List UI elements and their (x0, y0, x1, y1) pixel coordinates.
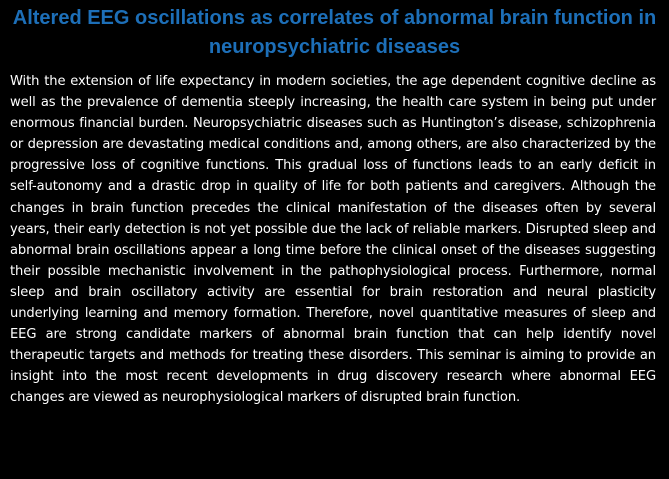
abstract-paragraph: With the extension of life expectancy in modern societies, the age dependent cognitive decline as well as the prevalence of dementia steeply increasing, the health care system in being put under enormous financial burden. Neuropsychiatric diseases such as Huntington’s disease, schizophrenia or depression are devastating medical conditions and, among others, are also characterized by the progressive loss of cognitive functions. This gradual loss of functions leads to an early deficit in self-autonomy and a drastic drop in quality of life for both patients and caregivers. Although the changes in brain function precedes the clinical manifestation of the diseases often by several years, their early detection is not yet possible due the lack of reliable markers. Disrupted sleep and abnormal brain oscillations appear a long time before the clinical onset of the diseases suggesting their possible mechanistic involvement in the pathophysiological process. Furthermore, normal sleep and brain oscillatory activity are essential for brain restoration and neural plasticity underlying learning and memory formation. Therefore, novel quantitative measures of sleep and EEG are strong candidate markers of abnormal brain function that can help identify novel therapeutic targets and methods for treating these disorders. This seminar is aiming to provide an insight into the most recent developments in drug discovery research where abnormal EEG changes are viewed as neurophysiological markers of disrupted brain function. (10, 74, 656, 406)
seminar-title: Altered EEG oscillations as correlates of abnormal brain function in neuropsychiatric diseases (12, 7, 657, 58)
